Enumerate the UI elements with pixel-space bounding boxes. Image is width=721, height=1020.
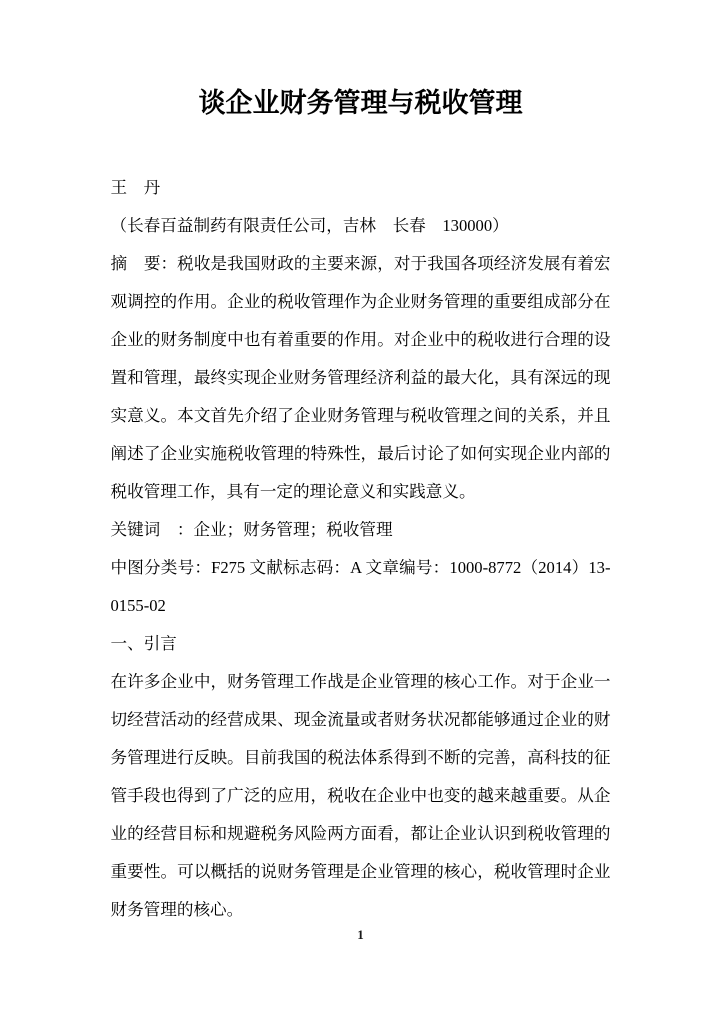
section-heading-introduction: 一、引言 [110, 634, 177, 653]
keywords-line: 关键词 ：企业；财务管理；税收管理 [110, 520, 393, 539]
introduction-paragraph: 在许多企业中，财务管理工作战是企业管理的核心工作。对于企业一切经营活动的经营成果、现金流量或者财务状况都能够通过企业的财务管理进行反映。目前我国的税法体系得到不断的完善，高科技的征管手段也得到了广泛的应用，税收在企业中也变的越来越重要。从企业的经营目标和规避税务风险两方面看，都让企业认识到税收管理的重要性。可以概括的说财务管理是企业管理的核心，税收管理时企业财务管理的核心。 [110, 672, 611, 919]
classification-line: 中图分类号：F275 文献标志码：A 文章编号：1000-8772（2014）13-0155-02 [110, 558, 611, 615]
abstract-paragraph: 摘 要：税收是我国财政的主要来源，对于我国各项经济发展有着宏观调控的作用。企业的税收管理作为企业财务管理的重要组成部分在企业的财务制度中也有着重要的作用。对企业中的税收进行合理的设置和管理，最终实现企业财务管理经济利益的最大化，具有深远的现实意义。本文首先介绍了企业财务管理与税收管理之间的关系，并且阐述了企业实施税收管理的特殊性，最后讨论了如何实现企业内部的税收管理工作，具有一定的理论意义和实践意义。 [110, 254, 611, 501]
affiliation-line: （长春百益制药有限责任公司，吉林 长春 130000） [110, 216, 509, 235]
paper-title: 谈企业财务管理与税收管理 [198, 88, 523, 118]
page-number: 1 [357, 927, 364, 942]
paper-content [111, 169, 611, 929]
author-line: 王 丹 [110, 178, 161, 197]
